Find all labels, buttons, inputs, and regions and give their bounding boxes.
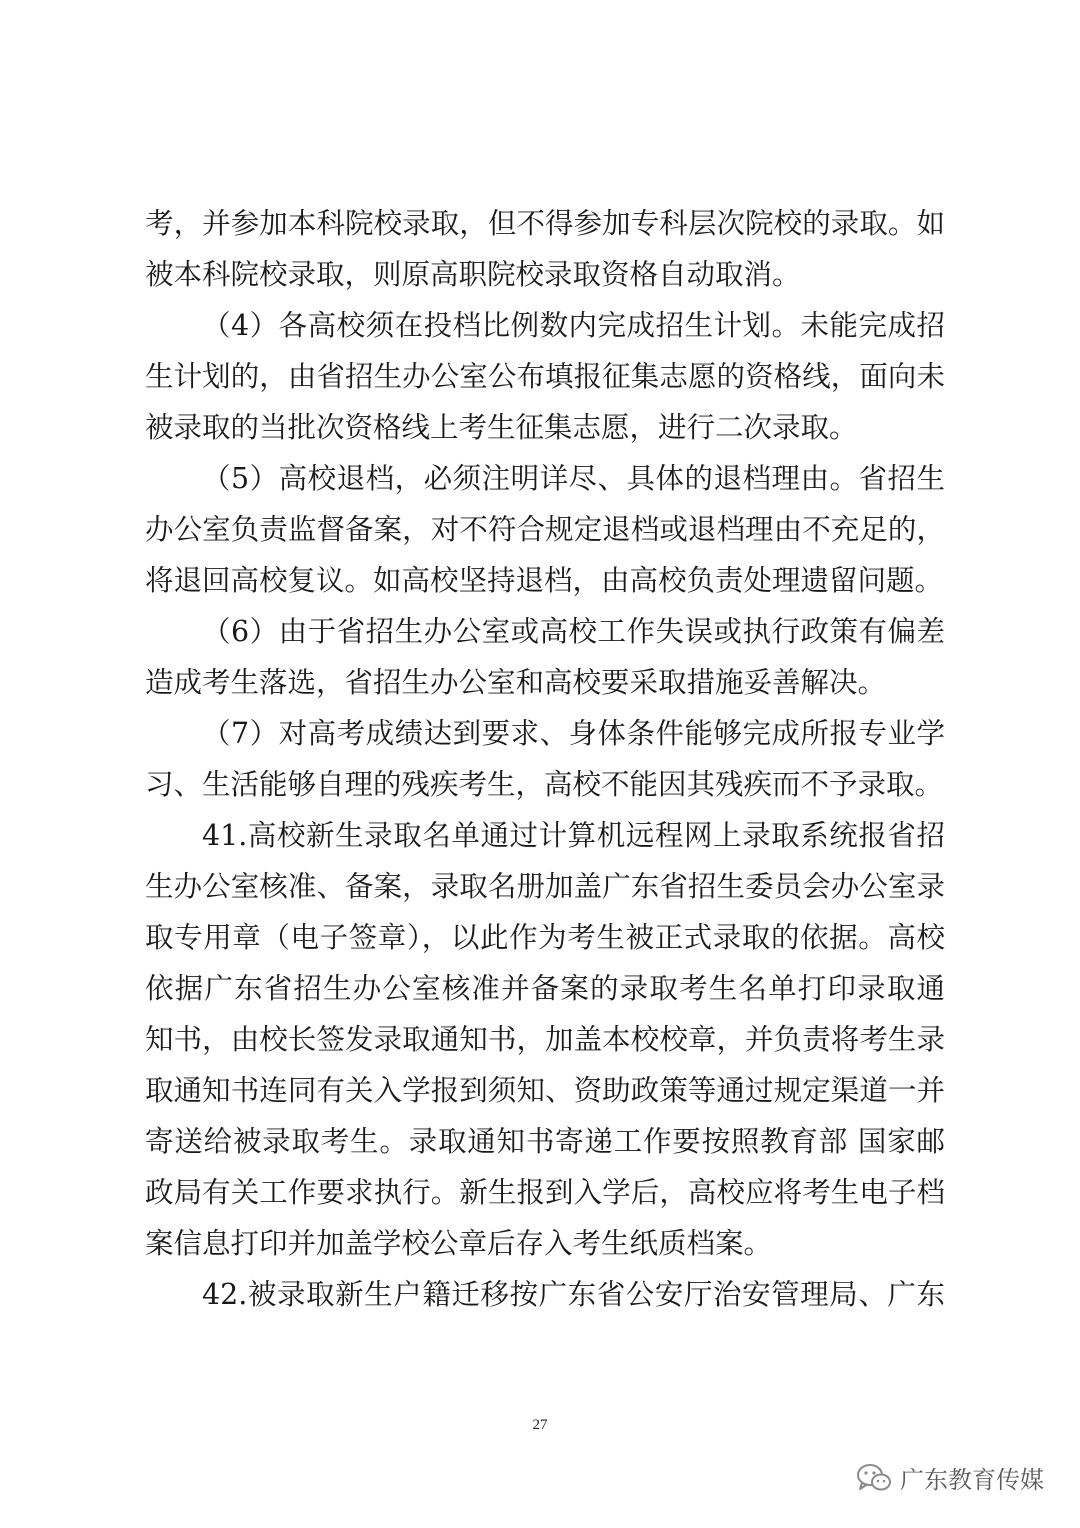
watermark	[856, 1460, 1044, 1495]
text-line: 造成考生落选，省招生办公室和高校要采取措施妥善解决。	[145, 666, 887, 699]
page-number: 27	[532, 1417, 548, 1433]
text-line: 被本科院校录取，则原高职院校录取资格自动取消。	[145, 258, 801, 291]
text-line: 习、生活能够自理的残疾考生，高校不能因其残疾而不予录取。	[145, 768, 944, 801]
text-line: 办公室负责监督备案，对不符合规定退档或退档理由不充足的，	[145, 513, 945, 546]
text-line: 取通知书连同有关入学报到须知、资助政策等通过规定渠道一并	[145, 1074, 945, 1107]
text-line: （6）由于省招生办公室或高校工作失误或执行政策有偏差	[202, 615, 945, 648]
text-line: 知书，由校长签发录取通知书，加盖本校校章，并负责将考生录	[145, 1023, 945, 1056]
text-line: 将退回高校复议。如高校坚持退档，由高校负责处理遗留问题。	[145, 564, 944, 597]
text-line: 案信息打印并加盖学校公章后存入考生纸质档案。	[145, 1227, 773, 1260]
text-line: 生计划的，由省招生办公室公布填报征集志愿的资格线，面向未	[145, 360, 945, 393]
text-line: 生办公室核准、备案，录取名册加盖广东省招生委员会办公室录	[145, 870, 945, 903]
text-line: 取专用章（电子签章），以此作为考生被正式录取的依据。高校	[145, 921, 945, 954]
text-line: （4）各高校须在投档比例数内完成招生计划。未能完成招	[202, 309, 945, 342]
text-line: 政局有关工作要求执行。新生报到入学后，高校应将考生电子档	[145, 1176, 945, 1209]
text-line: 依据广东省招生办公室核准并备案的录取考生名单打印录取通	[145, 972, 945, 1005]
text-line: 42.被录取新生户籍迁移按广东省公安厅治安管理局、广东	[202, 1278, 945, 1311]
body-text	[145, 198, 945, 1320]
wechat-icon	[856, 1463, 892, 1493]
text-line: 41.高校新生录取名单通过计算机远程网上录取系统报省招	[202, 819, 945, 852]
text-line: 被录取的当批次资格线上考生征集志愿，进行二次录取。	[145, 411, 858, 444]
text-line: （5）高校退档，必须注明详尽、具体的退档理由。省招生	[202, 462, 945, 495]
watermark-text: 广东教育传媒	[900, 1466, 1044, 1494]
text-line: 寄送给被录取考生。录取通知书寄递工作要按照教育部 国家邮	[145, 1125, 945, 1158]
text-line: （7）对高考成绩达到要求、身体条件能够完成所报专业学	[202, 717, 945, 750]
text-line: 考，并参加本科院校录取，但不得参加专科层次院校的录取。如	[145, 207, 945, 240]
